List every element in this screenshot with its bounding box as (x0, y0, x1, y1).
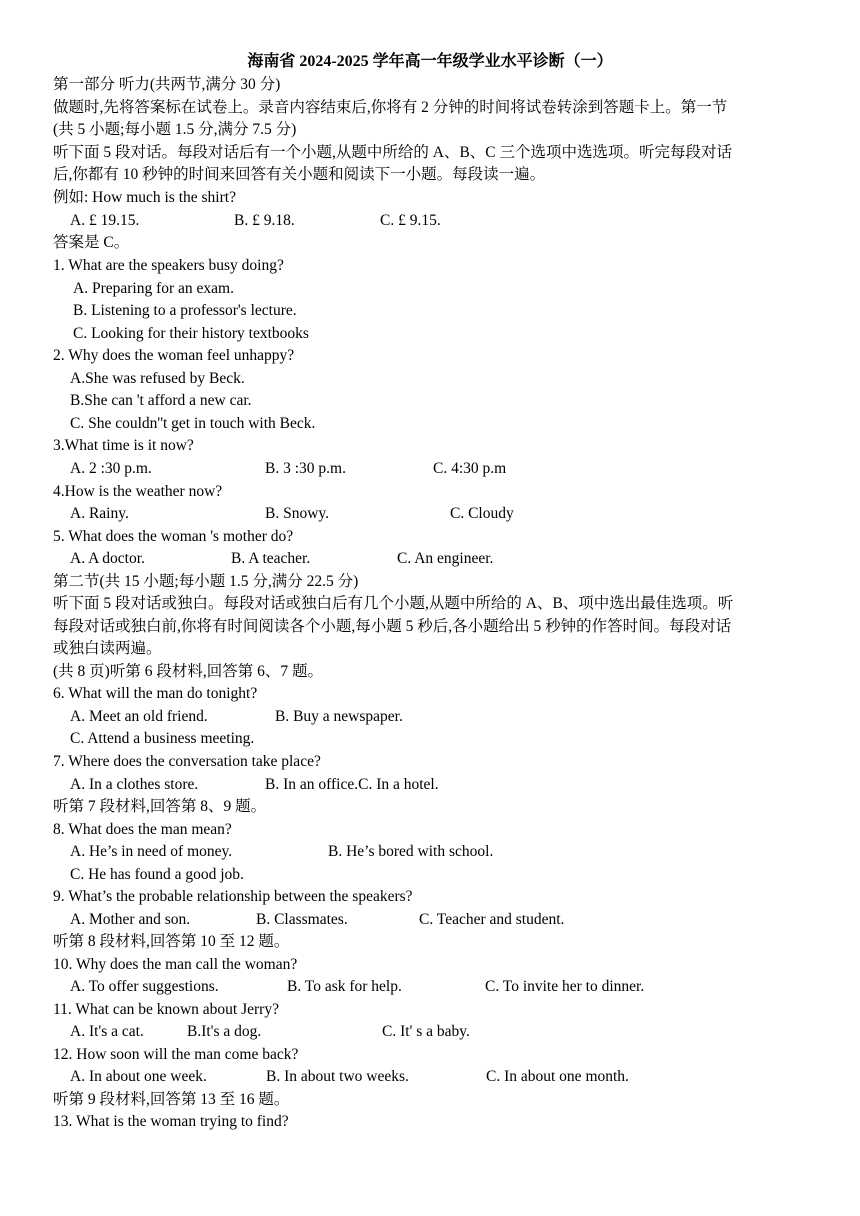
option-a: A. To offer suggestions. (70, 978, 219, 995)
option-c: C. Attend a business meeting. (70, 730, 255, 747)
option-a: A. £ 19.15. (70, 212, 140, 229)
option-c: C. In about one month. (486, 1068, 629, 1085)
option-b: B. To ask for help. (287, 978, 402, 995)
example-answer: 答案是 C。 (53, 234, 130, 251)
option-b: B. 3 :30 p.m. (265, 460, 346, 477)
option-c: C. She couldn''t get in touch with Beck. (70, 415, 316, 432)
example-question: 例如: How much is the shirt? (53, 189, 236, 206)
option-c: C. Teacher and student. (419, 911, 565, 928)
option-a: A. Mother and son. (70, 911, 191, 928)
option-a: A. Rainy. (70, 505, 129, 522)
part1-header: 第一部分 听力(共两节,满分 30 分) (53, 76, 281, 93)
instruction-text: 听下面 5 段对话或独白。每段对话或独白后有几个小题,从题中所给的 A、B、项中选出最佳选项。听 (53, 595, 734, 612)
option-c: C. Looking for their history textbooks (73, 325, 309, 342)
option-b: B. £ 9.18. (234, 212, 295, 229)
instruction-text: 听下面 5 段对话。每段对话后有一个小题,从题中所给的 A、B、C 三个选项中选选项。听完每段对话 (53, 144, 732, 161)
option-c: C. £ 9.15. (380, 212, 441, 229)
instruction-text: (共 5 小题;每小题 1.5 分,满分 7.5 分) (53, 121, 297, 138)
option-a: A. A doctor. (70, 550, 145, 567)
question-3: 3.What time is it now? (53, 437, 194, 454)
question-9: 9. What’s the probable relationship between the speakers? (53, 888, 413, 905)
material-heading: 听第 7 段材料,回答第 8、9 题。 (53, 798, 267, 815)
question-8: 8. What does the man mean? (53, 821, 232, 838)
option-b-c: B. In an office.C. In a hotel. (265, 776, 439, 793)
option-a: A. 2 :30 p.m. (70, 460, 152, 477)
option-a: A. He’s in need of money. (70, 843, 233, 860)
instruction-text: 后,你都有 10 秒钟的时间来回答有关小题和阅读下一小题。每段读一遍。 (53, 166, 546, 183)
instruction-text: 做题时,先将答案标在试卷上。录音内容结束后,你将有 2 分钟的时间将试卷转涂到答题卡上。第一节 (53, 99, 728, 116)
option-c: C. He has found a good job. (70, 866, 244, 883)
option-a: A. Preparing for an exam. (73, 280, 234, 297)
option-a: A.She was refused by Beck. (70, 370, 245, 387)
question-5: 5. What does the woman 's mother do? (53, 528, 294, 545)
option-a: A. In about one week. (70, 1068, 207, 1085)
instruction-text: 每段对话或独白前,你将有时间阅读各个小题,每小题 5 秒后,各小题给出 5 秒钟的作答时间。每段对话 (53, 618, 732, 635)
question-4: 4.How is the weather now? (53, 483, 223, 500)
question-1: 1. What are the speakers busy doing? (53, 257, 284, 274)
option-b: B.She can 't afford a new car. (70, 392, 252, 409)
option-a: A. It's a cat. (70, 1023, 144, 1040)
option-a: A. In a clothes store. (70, 776, 199, 793)
option-c: C. Cloudy (450, 505, 514, 522)
material-heading: 听第 8 段材料,回答第 10 至 12 题。 (53, 933, 290, 950)
section2-header: 第二节(共 15 小题;每小题 1.5 分,满分 22.5 分) (53, 573, 359, 590)
option-b: B. Buy a newspaper. (275, 708, 403, 725)
option-b: B. He’s bored with school. (328, 843, 494, 860)
instruction-text: 或独白读两遍。 (53, 640, 162, 657)
option-c: C. To invite her to dinner. (485, 978, 645, 995)
option-b: B. Classmates. (256, 911, 348, 928)
question-11: 11. What can be known about Jerry? (53, 1001, 279, 1018)
question-12: 12. How soon will the man come back? (53, 1046, 299, 1063)
option-b: B.It's a dog. (187, 1023, 262, 1040)
option-b: B. A teacher. (231, 550, 311, 567)
option-b: B. Listening to a professor's lecture. (73, 302, 297, 319)
option-c: C. 4:30 p.m (433, 460, 507, 477)
page-title: 海南省 2024-2025 学年高一年级学业水平诊断（一） (247, 53, 613, 70)
question-2: 2. Why does the woman feel unhappy? (53, 347, 295, 364)
option-b: B. In about two weeks. (266, 1068, 409, 1085)
question-10: 10. Why does the man call the woman? (53, 956, 298, 973)
question-7: 7. Where does the conversation take place? (53, 753, 321, 770)
option-a: A. Meet an old friend. (70, 708, 208, 725)
question-13: 13. What is the woman trying to find? (53, 1113, 289, 1130)
option-b: B. Snowy. (265, 505, 330, 522)
material-heading: 听第 9 段材料,回答第 13 至 16 题。 (53, 1091, 290, 1108)
material-heading: (共 8 页)听第 6 段材料,回答第 6、7 题。 (53, 663, 323, 680)
option-c: C. It' s a baby. (382, 1023, 470, 1040)
question-6: 6. What will the man do tonight? (53, 685, 258, 702)
option-c: C. An engineer. (397, 550, 494, 567)
